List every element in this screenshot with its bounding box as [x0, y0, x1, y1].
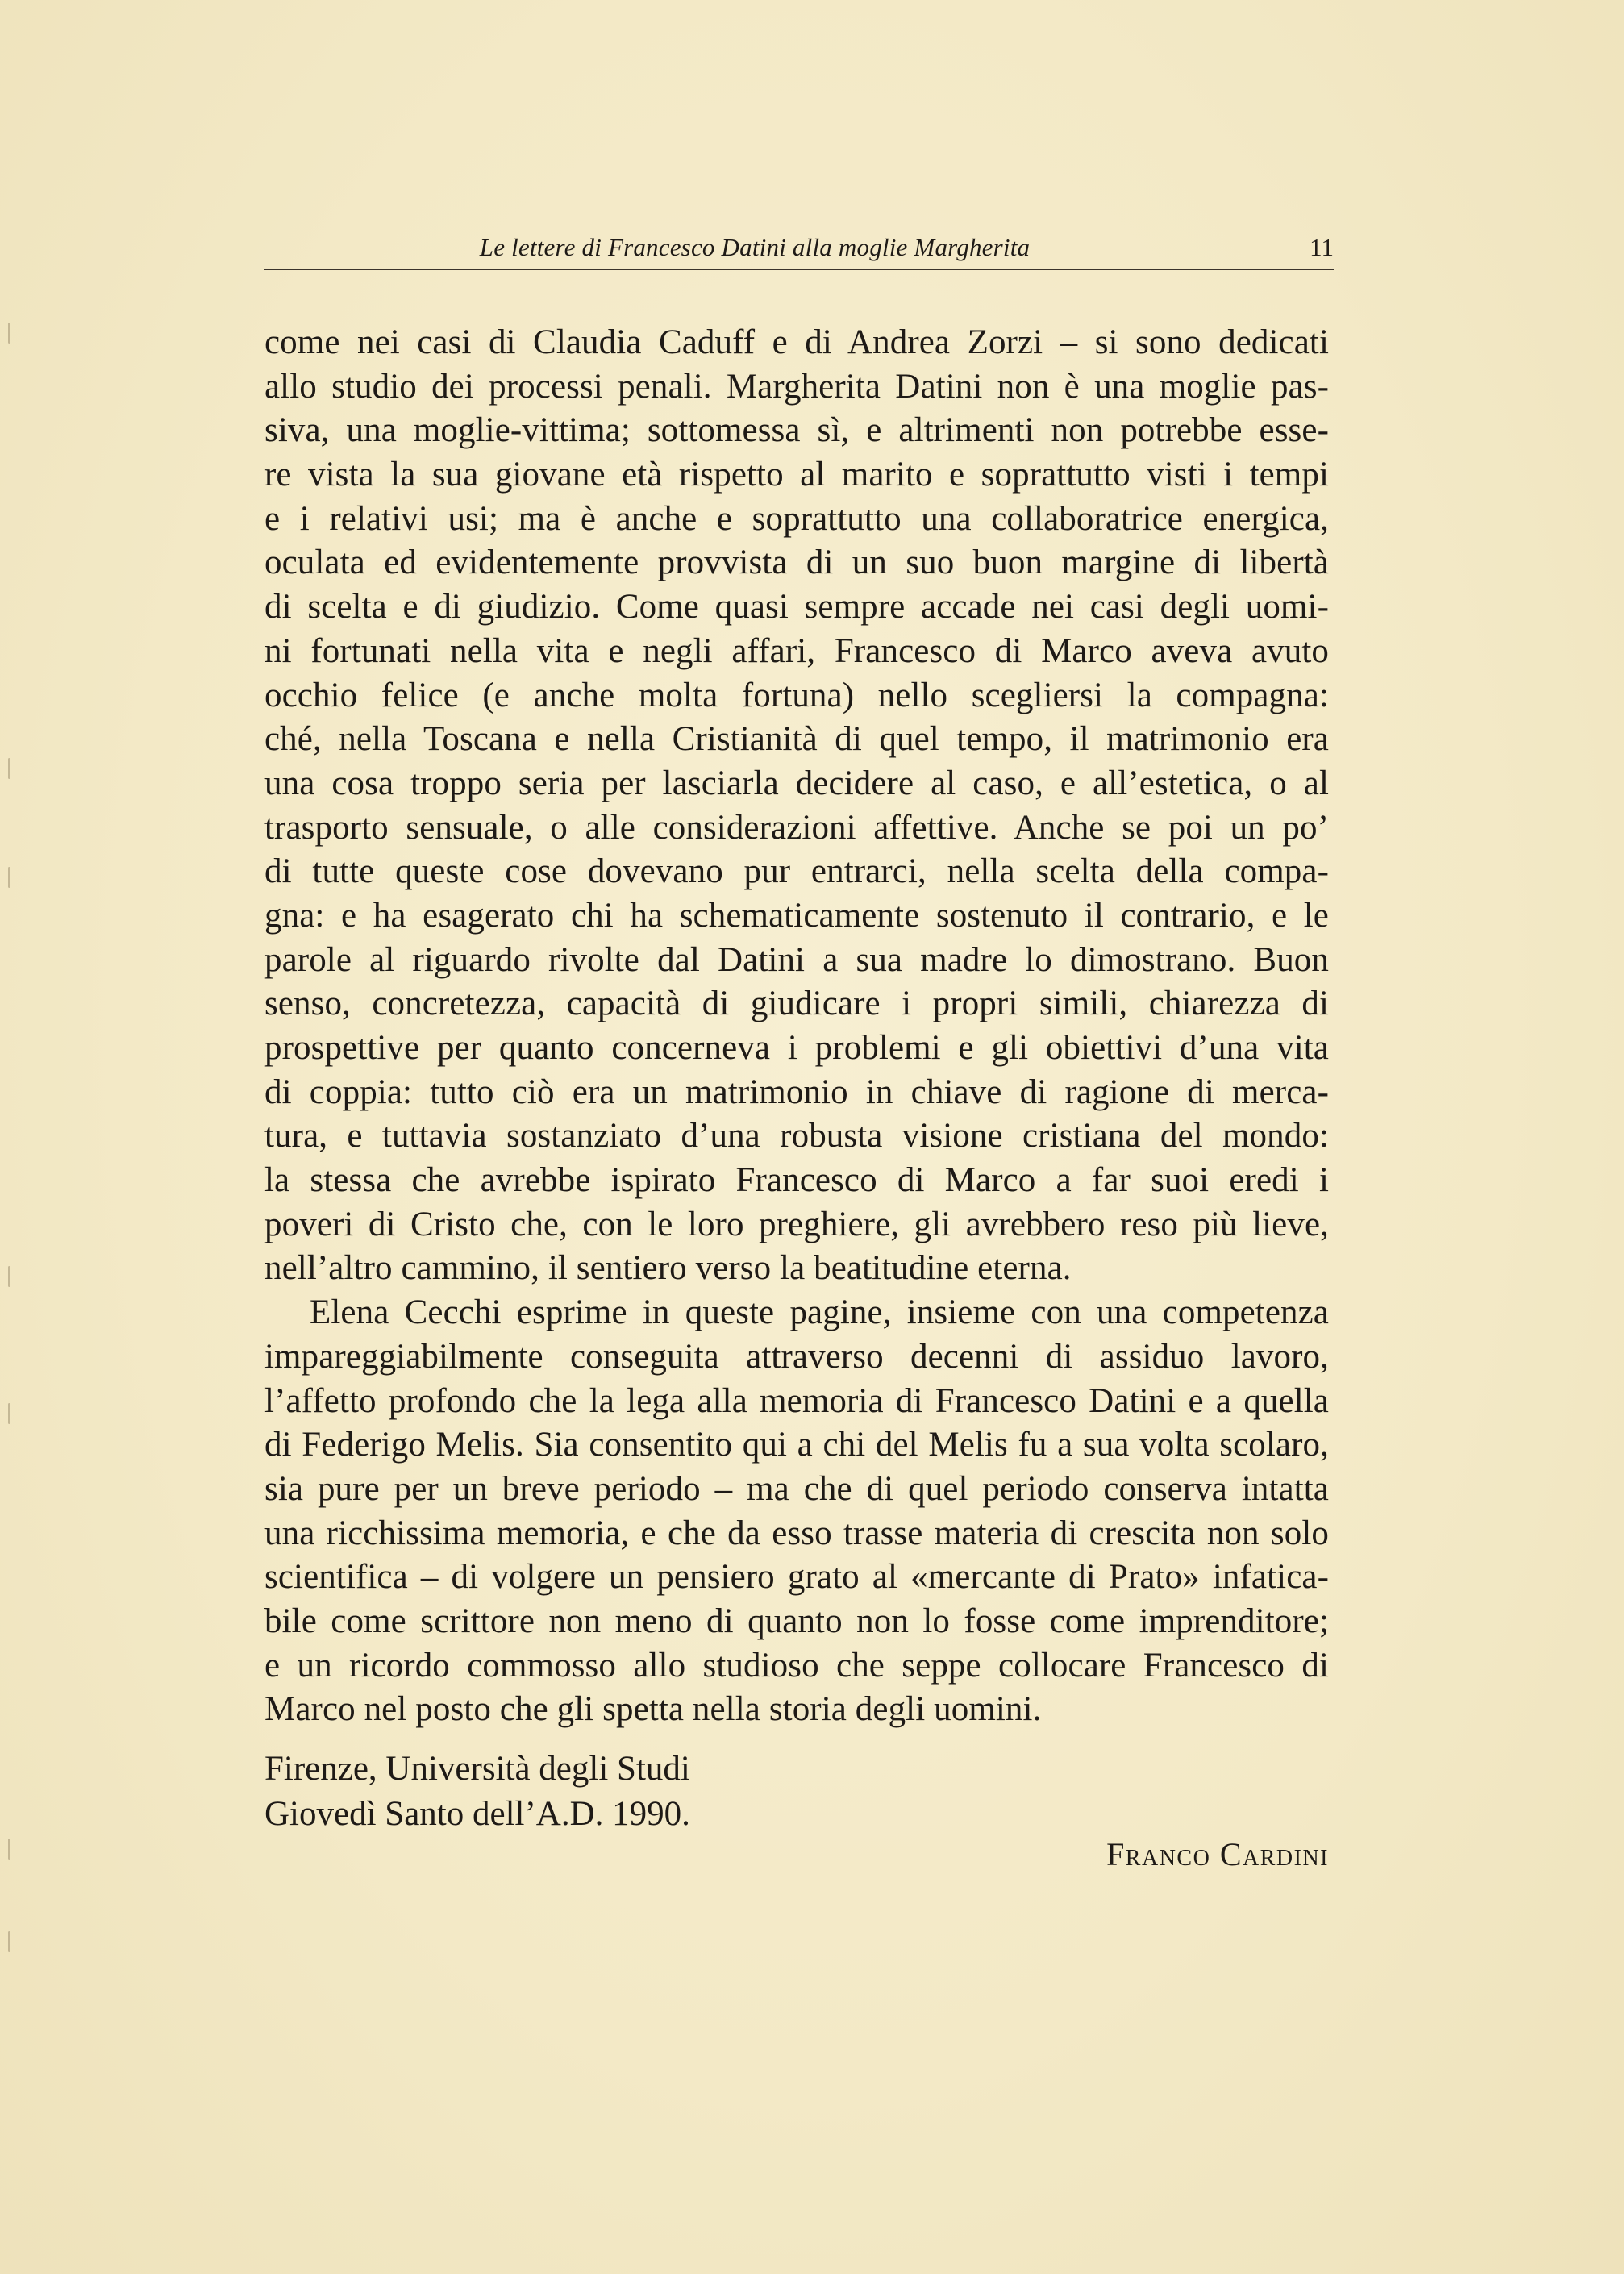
page-edge-mark: [8, 1931, 10, 1952]
text-line: re vista la sua giovane età rispetto al marito e soprattutto visti i tempi: [264, 456, 1329, 494]
text-line: siva, una moglie-vittima; sottomessa sì, e altrimenti non potrebbe esse-: [264, 411, 1329, 450]
text-line: ni fortunati nella vita e negli affari, Francesco di Marco aveva avuto: [264, 631, 1329, 670]
text-line: sia pure per un breve periodo – ma che di quel periodo conserva intatta: [264, 1469, 1329, 1508]
text-line: la stessa che avrebbe ispirato Francesco di Marco a far suoi eredi i: [264, 1161, 1329, 1200]
text-line: una ricchissima memoria, e che da esso trasse materia di crescita non solo: [264, 1514, 1329, 1552]
author-signature: Franco Cardini: [1106, 1836, 1329, 1872]
text-line: bile come scrittore non meno di quanto non lo fosse come imprenditore;: [264, 1601, 1329, 1640]
text-line: senso, concretezza, capacità di giudicare i propri simili, chiarezza di: [264, 985, 1329, 1023]
text-line: una cosa troppo seria per lasciarla decidere al caso, e all’estetica, o al: [264, 764, 1329, 802]
text-line: l’affetto profondo che la lega alla memoria di Francesco Datini e a quella: [264, 1381, 1329, 1420]
page-edge-mark: [8, 1839, 10, 1860]
running-title: Le lettere di Francesco Datini alla moglie Margherita: [479, 233, 1031, 261]
page-edge-mark: [8, 758, 10, 779]
body-text: [264, 321, 1329, 1732]
text-line: allo studio dei processi penali. Margherita Datini non è una moglie pas-: [264, 367, 1329, 406]
text-line: di scelta e di giudizio. Come quasi sempre accade nei casi degli uomi-: [264, 588, 1329, 627]
page-edge-mark: [8, 1403, 10, 1424]
text-line: e un ricordo commosso allo studioso che seppe collocare Francesco di: [264, 1646, 1329, 1685]
text-line: di coppia: tutto ciò era un matrimonio in chiave di ragione di merca-: [264, 1072, 1329, 1111]
text-line: nell’altro cammino, il sentiero verso la beatitudine eterna.: [264, 1249, 1072, 1288]
text-line: impareggiabilmente conseguita attraverso decenni di assiduo lavoro,: [264, 1337, 1329, 1376]
header-rule: [264, 269, 1334, 270]
text-line: ché, nella Toscana e nella Cristianità di quel tempo, il matrimonio era: [264, 720, 1329, 759]
text-line: scientifica – di volgere un pensiero grato al «mercante di Prato» infatica-: [264, 1558, 1329, 1597]
text-line: gna: e ha esagerato chi ha schematicamente sostenuto il contrario, e le: [264, 896, 1329, 935]
text-line: parole al riguardo rivolte dal Datini a sua madre lo dimostrano. Buon: [264, 940, 1329, 979]
text-line: di tutte queste cose dovevano pur entrarci, nella scelta della compa-: [264, 852, 1329, 891]
page-edge-mark: [8, 323, 10, 344]
text-line: prospettive per quanto concerneva i problemi e gli obiettivi d’una vita: [264, 1029, 1329, 1067]
signoff-place: Firenze, Università degli Studi: [264, 1750, 690, 1788]
text-line: tura, e tuttavia sostanziato d’una robusta visione cristiana del mondo:: [264, 1117, 1329, 1156]
text-line: Marco nel posto che gli spetta nella storia degli uomini.: [264, 1690, 1042, 1729]
signoff: [264, 1747, 1337, 1837]
running-header: [264, 229, 1334, 266]
text-line: oculata ed evidentemente provvista di un suo buon margine di libertà: [264, 544, 1329, 582]
text-line: di Federigo Melis. Sia consentito qui a chi del Melis fu a sua volta scolaro,: [264, 1426, 1329, 1464]
signoff-date: Giovedì Santo dell’A.D. 1990.: [264, 1795, 690, 1833]
text-line: poveri di Cristo che, con le loro preghiere, gli avrebbero reso più lieve,: [264, 1205, 1329, 1243]
text-line: trasporto sensuale, o alle considerazioni affettive. Anche se poi un po’: [264, 808, 1329, 847]
text-line: e i relativi usi; ma è anche e soprattutto una collaboratrice energica,: [264, 499, 1329, 538]
text-line: Elena Cecchi esprime in queste pagine, insieme con una competenza: [310, 1293, 1329, 1332]
page-edge-mark: [8, 1266, 10, 1287]
page-number: 11: [1310, 233, 1334, 261]
page-edge-mark: [8, 867, 10, 888]
text-line: come nei casi di Claudia Caduff e di Andrea Zorzi – si sono dedicati: [264, 323, 1329, 361]
text-line: occhio felice (e anche molta fortuna) nello scegliersi la compagna:: [264, 676, 1329, 714]
